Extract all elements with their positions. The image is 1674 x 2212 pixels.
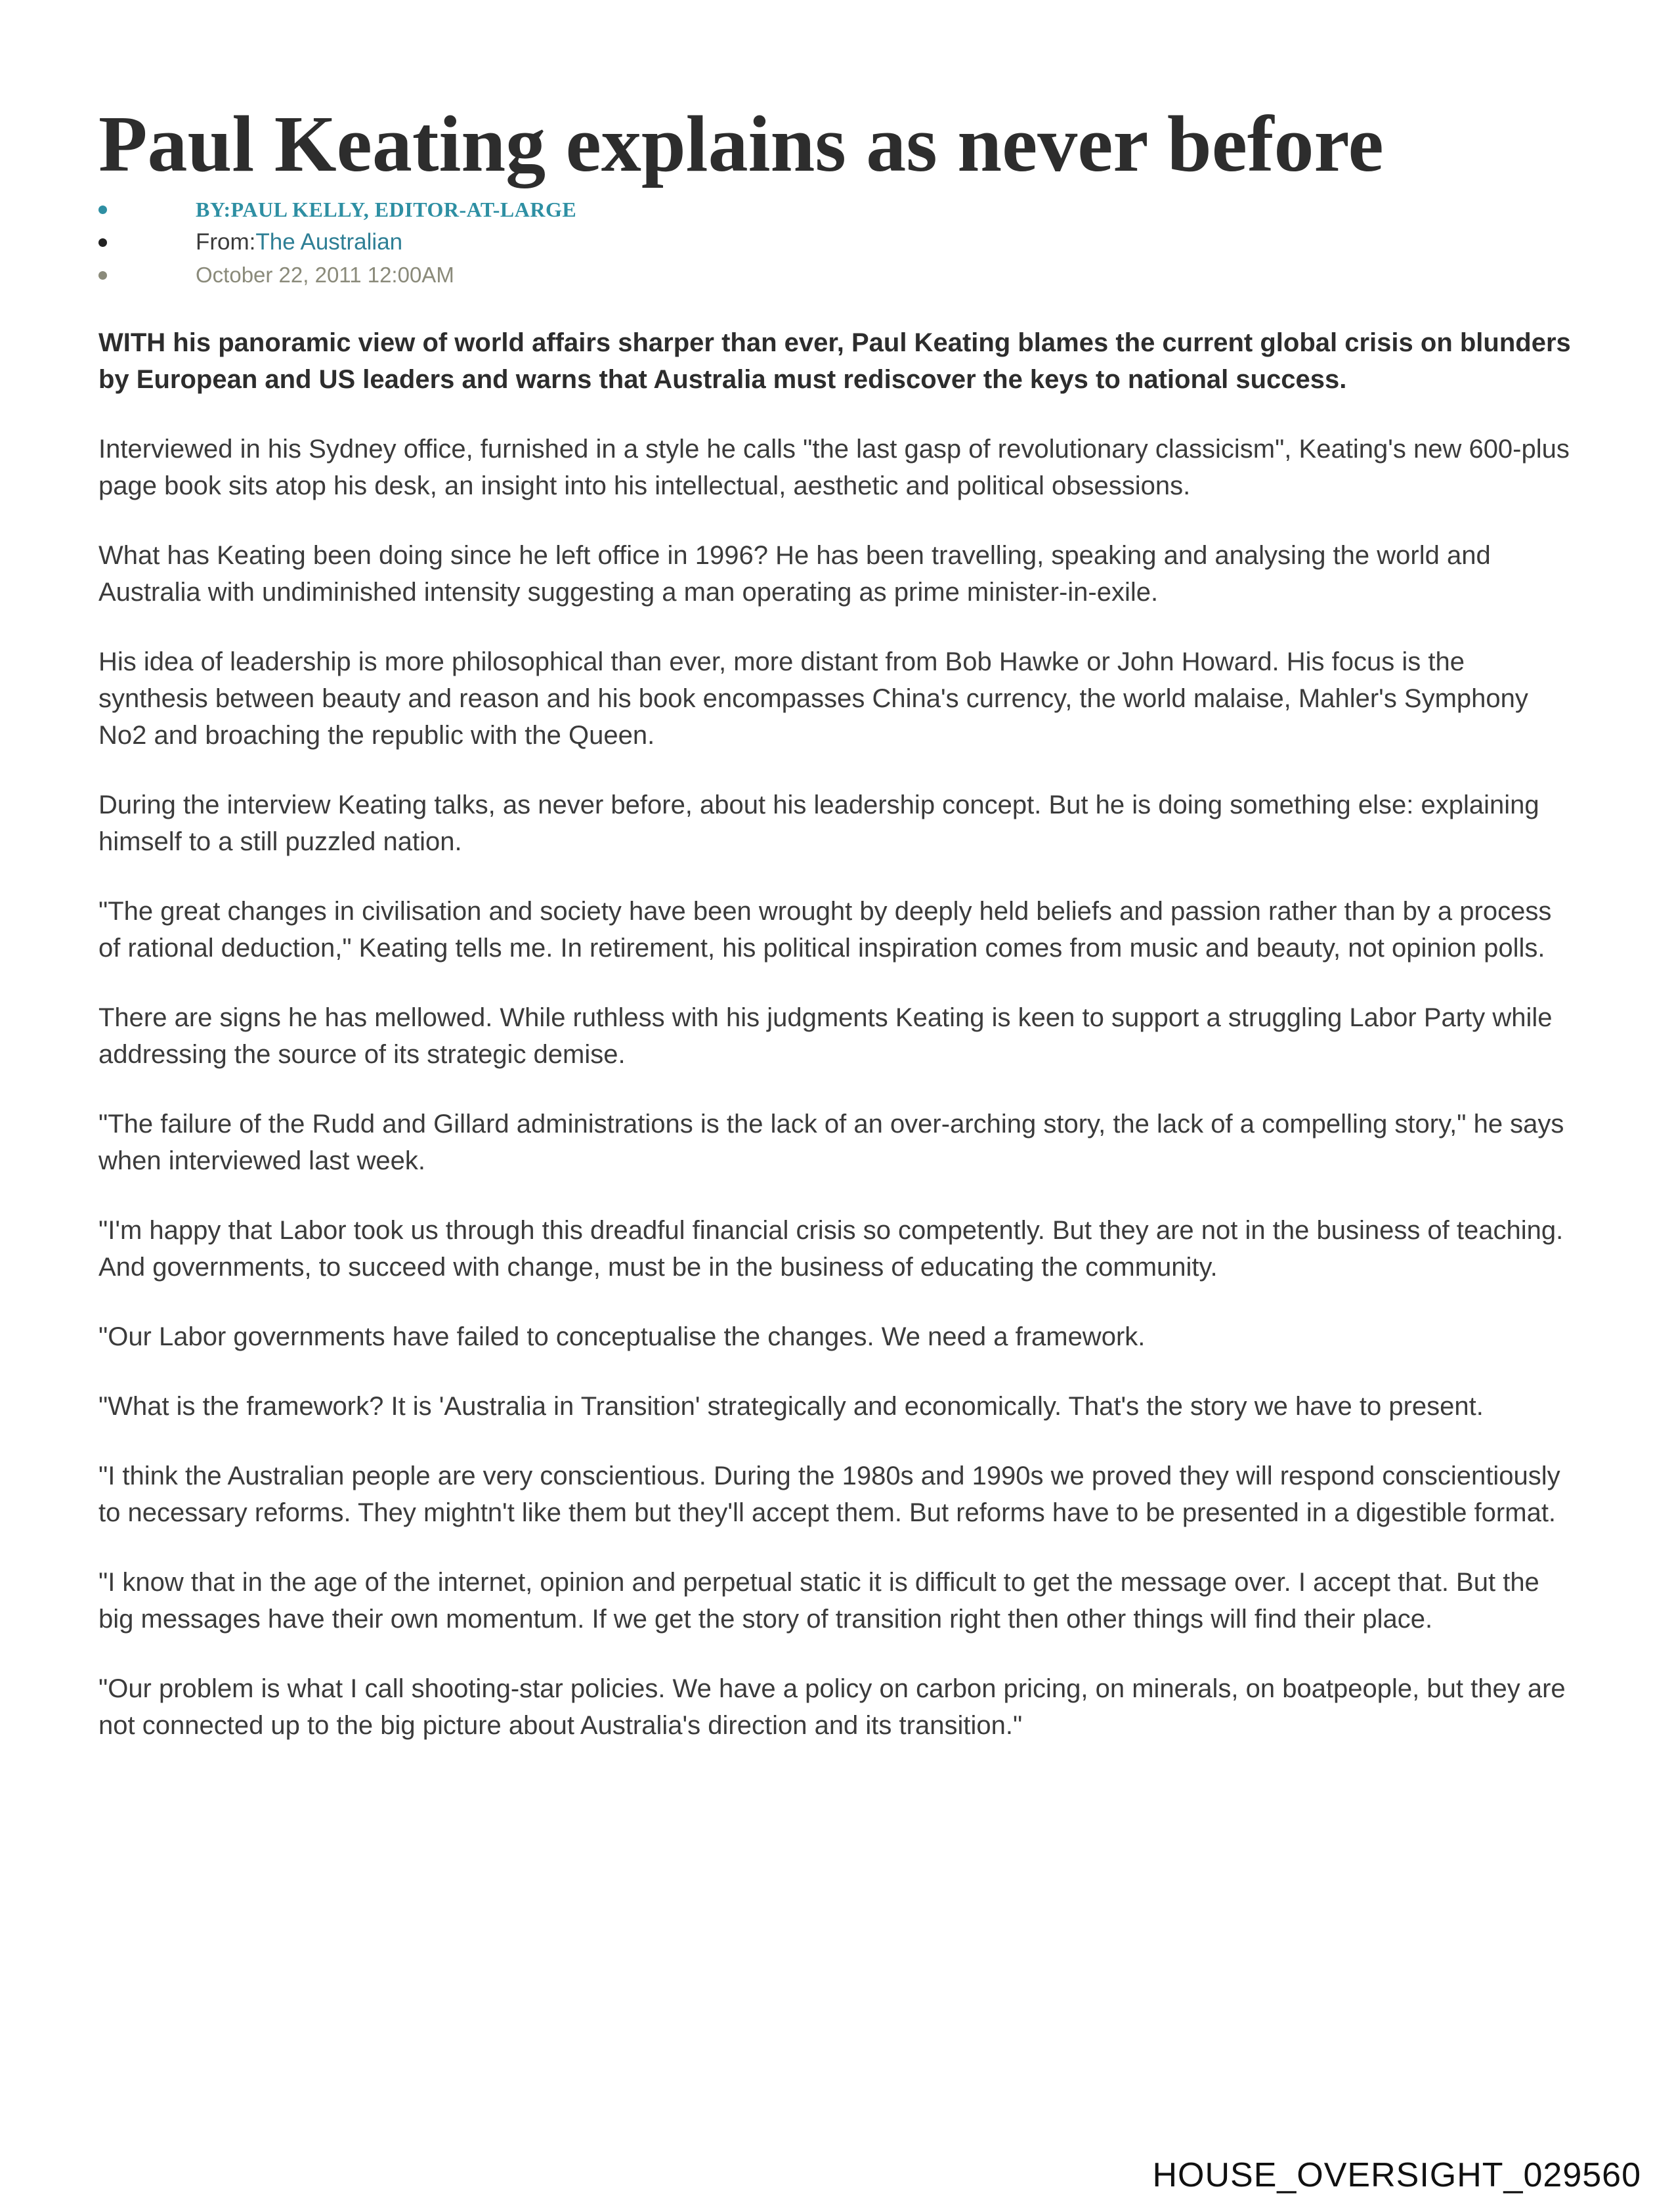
meta-item-source: [98, 226, 1576, 259]
byline: BY:PAUL KELLY, EDITOR-AT-LARGE: [196, 198, 577, 221]
article-paragraph: During the interview Keating talks, as never before, about his leadership concept. But he is doing something else: explaining himself to a still puzzled nation.: [98, 791, 1539, 856]
meta-item-date: [98, 259, 1576, 292]
bullet-icon: [98, 271, 107, 280]
article-paragraph: Interviewed in his Sydney office, furnished in a style he calls "the last gasp of revolutionary classicism", Keating's new 600-plus page book sits atop his desk, an insight into his intellectual, aesthetic and political obsessions.: [98, 435, 1570, 500]
article-paragraph: "I know that in the age of the internet, opinion and perpetual static it is difficult to get the message over. I accept that. But the big messages have their own momentum. If we get the story of transition right then other things will find their place.: [98, 1568, 1539, 1634]
document-id: HOUSE_OVERSIGHT_029560: [1152, 2156, 1641, 2194]
article-paragraph: "Our Labor governments have failed to conceptualise the changes. We need a framework.: [98, 1322, 1146, 1351]
article-lede: WITH his panoramic view of world affairs sharper than ever, Paul Keating blames the current global crisis on blunders by European and US leaders and warns that Australia must rediscover the keys to national success.: [98, 328, 1571, 394]
article-headline: Paul Keating explains as never before: [98, 100, 1384, 188]
article-paragraph: His idea of leadership is more philosophical than ever, more distant from Bob Hawke or John Howard. His focus is the synthesis between beauty and reason and his book encompasses China's currency, the world malaise, Mahler's Symphony No2 and broaching the republic with the Queen.: [98, 647, 1528, 750]
article-meta-list: [98, 193, 1576, 292]
article-paragraph: "What is the framework? It is 'Australia in Transition' strategically and economically. That's the story we have to present.: [98, 1392, 1484, 1421]
meta-item-byline: [98, 193, 1576, 226]
article-paragraph: There are signs he has mellowed. While ruthless with his judgments Keating is keen to support a struggling Labor Party while addressing the source of its strategic demise.: [98, 1003, 1553, 1069]
article-paragraph: "I'm happy that Labor took us through this dreadful financial crisis so competently. But they are not in the business of teaching. And governments, to succeed with change, must be in the business of educating the community.: [98, 1216, 1564, 1282]
bullet-icon: [98, 206, 107, 214]
source-link[interactable]: The Australian: [255, 229, 403, 255]
bullet-icon: [98, 238, 107, 247]
publish-date: October 22, 2011 12:00AM: [196, 263, 454, 287]
article-paragraph: "The great changes in civilisation and society have been wrought by deeply held beliefs and passion rather than by a process of rational deduction," Keating tells me. In retirement, his political inspiration comes from music and beauty, not opinion polls.: [98, 897, 1552, 963]
source-line: [196, 226, 402, 263]
from-label: From:: [196, 229, 256, 255]
article: [98, 98, 1576, 1744]
article-paragraph: "The failure of the Rudd and Gillard administrations is the lack of an over-arching story, the lack of a compelling story," he says when interviewed last week.: [98, 1110, 1564, 1175]
article-paragraph: "I think the Australian people are very conscientious. During the 1980s and 1990s we proved they will respond conscientiously to necessary reforms. They mightn't like them but they'll accept them. But reforms have to be presented in a digestible format.: [98, 1462, 1560, 1527]
article-paragraph: What has Keating been doing since he left office in 1996? He has been travelling, speaking and analysing the world and Australia with undiminished intensity suggesting a man operating as prime minister-in-exile.: [98, 541, 1491, 607]
article-paragraph: "Our problem is what I call shooting-star policies. We have a policy on carbon pricing, on minerals, on boatpeople, but they are not connected up to the big picture about Australia's direction and its transition.": [98, 1674, 1566, 1740]
